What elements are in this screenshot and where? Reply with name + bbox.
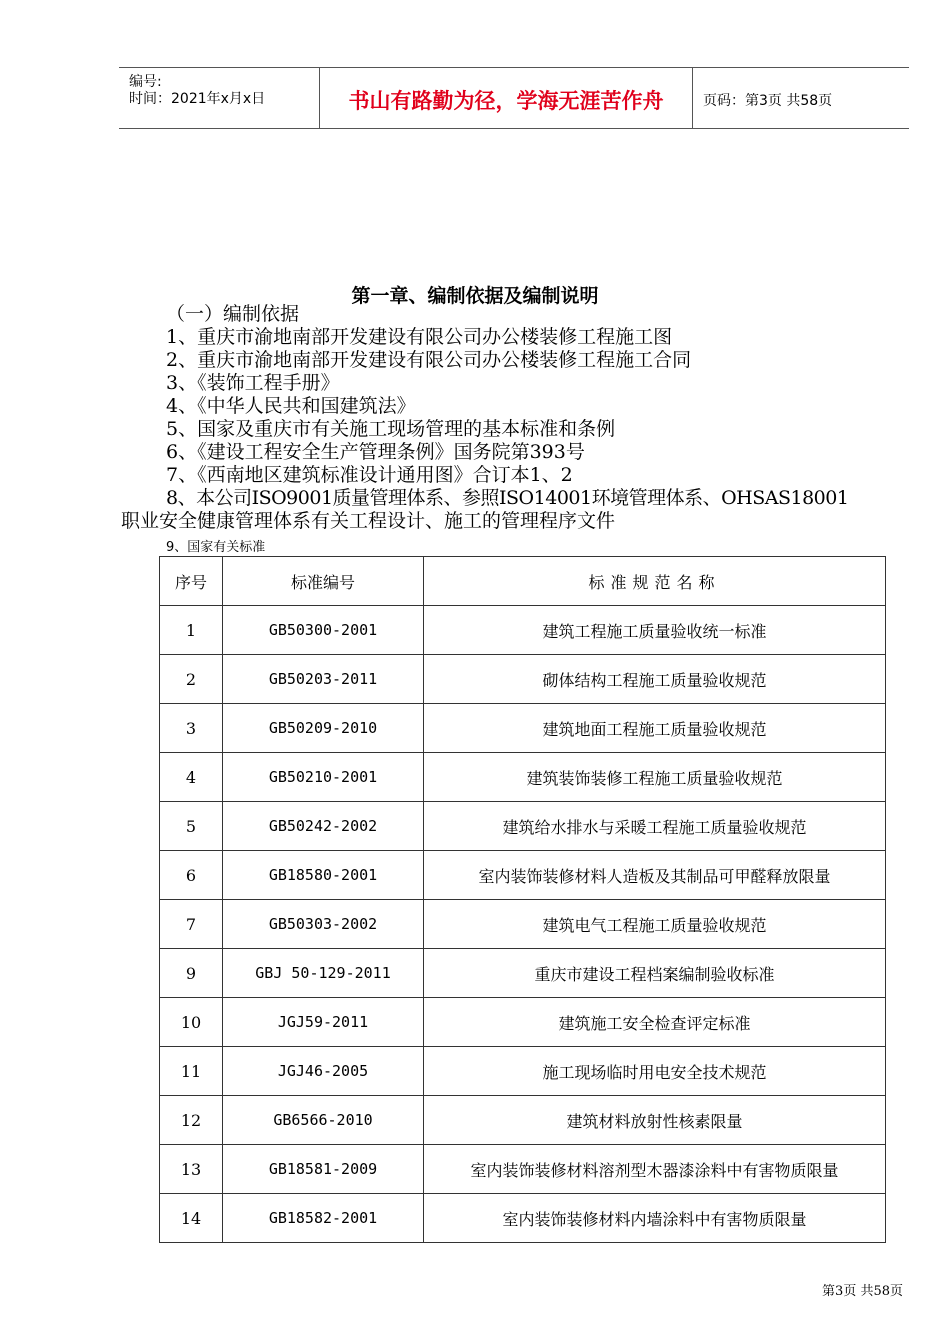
row-name: 重庆市建设工程档案编制验收标准 xyxy=(424,949,886,998)
row-index: 1 xyxy=(160,606,223,655)
table-header-row xyxy=(160,557,886,606)
header-page-info: 页码：第3页 共58页 xyxy=(703,93,833,109)
table-row xyxy=(160,851,886,900)
table-row xyxy=(160,1047,886,1096)
row-name: 建筑施工安全检查评定标准 xyxy=(424,998,886,1047)
row-code: GB6566-2010 xyxy=(223,1096,424,1145)
list-item: 3、《装饰工程手册》 xyxy=(166,372,340,394)
row-code: GB50210-2001 xyxy=(223,753,424,802)
header-page-cell xyxy=(693,68,909,128)
row-name: 室内装饰装修材料人造板及其制品可甲醛释放限量 xyxy=(424,851,886,900)
row-index: 14 xyxy=(160,1194,223,1243)
row-name: 建筑电气工程施工质量验收规范 xyxy=(424,900,886,949)
row-name: 建筑给水排水与采暖工程施工质量验收规范 xyxy=(424,802,886,851)
doc-code-label: 编号: xyxy=(129,74,162,90)
row-name: 室内装饰装修材料溶剂型木器漆涂料中有害物质限量 xyxy=(424,1145,886,1194)
row-code: GB50203-2011 xyxy=(223,655,424,704)
row-code: GB50300-2001 xyxy=(223,606,424,655)
table-row xyxy=(160,802,886,851)
row-index: 6 xyxy=(160,851,223,900)
doc-time-label: 时间：2021年x月x日 xyxy=(129,91,266,107)
table-row xyxy=(160,606,886,655)
row-name: 砌体结构工程施工质量验收规范 xyxy=(424,655,886,704)
row-index: 11 xyxy=(160,1047,223,1096)
list-item: 2、重庆市渝地南部开发建设有限公司办公楼装修工程施工合同 xyxy=(166,349,692,371)
row-index: 7 xyxy=(160,900,223,949)
header-meta-cell xyxy=(119,68,320,128)
row-name: 建筑材料放射性核素限量 xyxy=(424,1096,886,1145)
row-name: 建筑装饰装修工程施工质量验收规范 xyxy=(424,753,886,802)
section-heading: （一）编制依据 xyxy=(166,303,300,325)
row-name: 建筑工程施工质量验收统一标准 xyxy=(424,606,886,655)
list-item: 7、《西南地区建筑标准设计通用图》合订本1、2 xyxy=(166,464,573,486)
header-standard-code: 标准编号 xyxy=(223,557,424,606)
table-row xyxy=(160,949,886,998)
standards-table xyxy=(159,556,886,1243)
row-index: 4 xyxy=(160,753,223,802)
page-header xyxy=(119,67,909,129)
list-item-8-line1: 8、本公司ISO9001质量管理体系、参照ISO14001环境管理体系、OHSAS18001 xyxy=(166,487,849,509)
table-row xyxy=(160,1194,886,1243)
table-row xyxy=(160,753,886,802)
row-code: GB50209-2010 xyxy=(223,704,424,753)
row-name: 室内装饰装修材料内墙涂料中有害物质限量 xyxy=(424,1194,886,1243)
row-code: GBJ 50-129-2011 xyxy=(223,949,424,998)
row-code: GB18580-2001 xyxy=(223,851,424,900)
list-item-8-line2: 职业安全健康管理体系有关工程设计、施工的管理程序文件 xyxy=(121,510,616,532)
row-name: 施工现场临时用电安全技术规范 xyxy=(424,1047,886,1096)
row-code: JGJ46-2005 xyxy=(223,1047,424,1096)
row-index: 12 xyxy=(160,1096,223,1145)
table-row xyxy=(160,704,886,753)
header-motto-cell xyxy=(320,68,693,128)
row-code: JGJ59-2011 xyxy=(223,998,424,1047)
list-item-9: 9、国家有关标准 xyxy=(166,540,266,555)
row-index: 5 xyxy=(160,802,223,851)
row-index: 10 xyxy=(160,998,223,1047)
page-footer: 第3页 共58页 xyxy=(822,1284,903,1299)
row-index: 13 xyxy=(160,1145,223,1194)
table-row xyxy=(160,1096,886,1145)
row-code: GB50303-2002 xyxy=(223,900,424,949)
list-item: 1、重庆市渝地南部开发建设有限公司办公楼装修工程施工图 xyxy=(166,326,673,348)
table-row xyxy=(160,1145,886,1194)
header-standard-name: 标准规范名称 xyxy=(424,557,886,606)
list-item: 4、《中华人民共和国建筑法》 xyxy=(166,395,416,417)
row-code: GB18582-2001 xyxy=(223,1194,424,1243)
row-index: 3 xyxy=(160,704,223,753)
header-motto: 书山有路勤为径，学海无涯苦作舟 xyxy=(348,88,664,113)
table-row xyxy=(160,655,886,704)
row-code: GB18581-2009 xyxy=(223,1145,424,1194)
row-index: 2 xyxy=(160,655,223,704)
chapter-title: 第一章、编制依据及编制说明 xyxy=(351,285,599,307)
list-item: 6、《建设工程安全生产管理条例》国务院第393号 xyxy=(166,441,585,463)
table-row xyxy=(160,998,886,1047)
list-item: 5、国家及重庆市有关施工现场管理的基本标准和条例 xyxy=(166,418,616,440)
header-index: 序号 xyxy=(160,557,223,606)
row-code: GB50242-2002 xyxy=(223,802,424,851)
table-row xyxy=(160,900,886,949)
row-name: 建筑地面工程施工质量验收规范 xyxy=(424,704,886,753)
row-index: 9 xyxy=(160,949,223,998)
